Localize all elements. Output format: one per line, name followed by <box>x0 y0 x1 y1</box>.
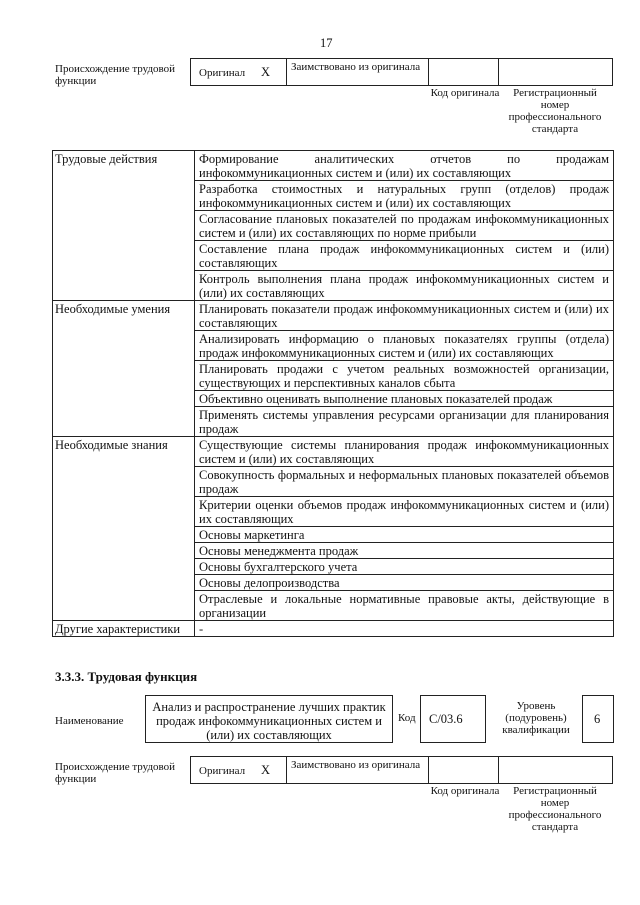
code-original-caption-2: Код оригинала <box>430 785 500 797</box>
reg-number-caption: Регистрационный номер профессионального стандарта <box>508 87 602 135</box>
original-mark-2: X <box>261 763 271 777</box>
name-label: Наименование <box>55 715 124 727</box>
category-label: Другие характеристики <box>53 621 195 637</box>
table-cell: Контроль выполнения плана продаж инфокоммуникационных систем и (или) их составляющих <box>195 271 614 301</box>
category-label: Трудовые действия <box>53 151 195 301</box>
table-cell: Объективно оценивать выполнение плановых показателей продаж <box>195 391 614 407</box>
table-cell: Основы маркетинга <box>195 527 614 543</box>
table-cell: Отраслевые и локальные нормативные правовые акты, действующие в организации <box>195 591 614 621</box>
table-cell: Планировать продажи с учетом реальных возможностей организации, существующих и перспективных каналов сбыта <box>195 361 614 391</box>
borrowed-label: Заимствовано из оригинала <box>291 61 421 73</box>
table-cell: Совокупность формальных и неформальных плановых показателей объемов продаж <box>195 467 614 497</box>
name-box <box>145 695 393 743</box>
table-cell: Формирование аналитических отчетов по продажам инфокоммуникационных систем и (или) их составляющих <box>195 151 614 181</box>
origin-box <box>190 58 613 86</box>
code-box <box>420 695 486 743</box>
original-label-2: Оригинал <box>199 765 246 777</box>
table-row <box>53 621 614 637</box>
table-row <box>53 151 614 181</box>
table-row <box>53 437 614 467</box>
borrowed-label-2: Заимствовано из оригинала <box>291 759 421 771</box>
origin-label-2: Происхождение трудовой функции <box>55 761 176 785</box>
level-value: 6 <box>594 712 601 726</box>
table-cell: Критерии оценки объемов продаж инфокоммуникационных систем и (или) их составляющих <box>195 497 614 527</box>
function-name: Анализ и распространение лучших практик продаж инфокоммуникационных систем и (или) их составляющих <box>152 700 386 742</box>
origin-box-2 <box>190 756 613 784</box>
code-label: Код <box>398 712 416 724</box>
origin-label: Происхождение трудовой функции <box>55 63 176 87</box>
level-box <box>582 695 614 743</box>
table-row <box>53 301 614 331</box>
function-code: C/03.6 <box>429 712 463 726</box>
table-cell: - <box>195 621 614 637</box>
table-cell: Существующие системы планирования продаж инфокоммуникационных систем и (или) их составляющих <box>195 437 614 467</box>
category-label: Необходимые знания <box>53 437 195 621</box>
table-cell: Разработка стоимостных и натуральных групп (отделов) продаж инфокоммуникационных систем и (или) их составляющих <box>195 181 614 211</box>
code-original-caption: Код оригинала <box>430 87 500 99</box>
table-cell: Планировать показатели продаж инфокоммуникационных систем и (или) их составляющих <box>195 301 614 331</box>
original-label: Оригинал <box>199 67 246 79</box>
category-label: Необходимые умения <box>53 301 195 437</box>
level-label: Уровень (подуровень) квалификации <box>502 700 570 736</box>
labor-function-table <box>52 150 614 637</box>
table-cell: Основы менеджмента продаж <box>195 543 614 559</box>
table-cell: Основы бухгалтерского учета <box>195 559 614 575</box>
table-cell: Составление плана продаж инфокоммуникационных систем и (или) составляющих <box>195 241 614 271</box>
table-cell: Основы делопроизводства <box>195 575 614 591</box>
table-cell: Согласование плановых показателей по продажам инфокоммуникационных систем и (или) их составляющих по норме прибыли <box>195 211 614 241</box>
table-cell: Применять системы управления ресурсами организации для планирования продаж <box>195 407 614 437</box>
page-number: 17 <box>320 36 333 50</box>
section-heading: 3.3.3. Трудовая функция <box>55 669 198 684</box>
table-cell: Анализировать информацию о плановых показателях группы (отдела) продаж инфокоммуникационных систем и (или) их составляющих <box>195 331 614 361</box>
reg-number-caption-2: Регистрационный номер профессионального стандарта <box>508 785 602 833</box>
original-mark: X <box>261 65 271 79</box>
